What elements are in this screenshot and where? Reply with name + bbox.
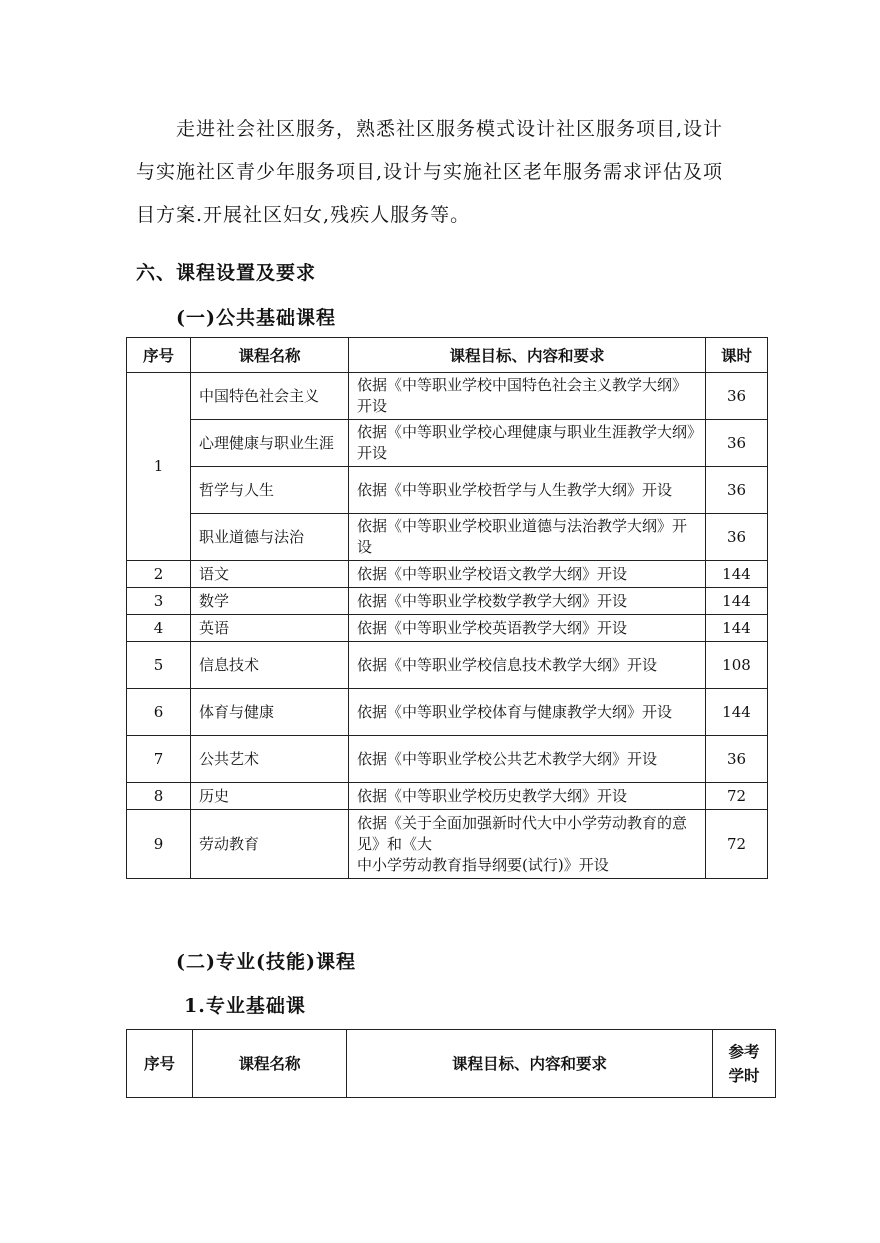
cell-desc-line-1: 依据《关于全面加强新时代大中小学劳动教育的意见》和《大	[357, 813, 688, 853]
professional-basic-heading: 1.专业基础课	[184, 995, 306, 1017]
cell-desc-line-2: 中小学劳动教育指导纲要(试行)》开设	[357, 855, 609, 874]
cell-name: 心理健康与职业生涯	[191, 420, 349, 467]
table-row	[127, 588, 768, 615]
intro-line-3: 目方案.开展社区妇女,残疾人服务等。	[136, 204, 471, 226]
public-courses-heading: (一)公共基础课程	[176, 307, 336, 329]
cell-name: 劳动教育	[191, 810, 349, 879]
table-row	[127, 810, 768, 879]
cell-desc: 依据《中等职业学校语文教学大纲》开设	[349, 561, 706, 588]
professional-courses-heading: (二)专业(技能)课程	[176, 951, 356, 973]
cell-desc: 依据《中等职业学校数学教学大纲》开设	[349, 588, 706, 615]
professional-courses-table	[126, 1029, 776, 1098]
cell-no: 4	[127, 615, 191, 642]
cell-desc: 依据《中等职业学校历史教学大纲》开设	[349, 783, 706, 810]
table-header-row	[127, 1030, 776, 1098]
cell-name: 信息技术	[191, 642, 349, 689]
table-row	[127, 561, 768, 588]
header-name: 课程名称	[193, 1030, 347, 1098]
cell-desc: 依据《中等职业学校英语教学大纲》开设	[349, 615, 706, 642]
cell-desc: 依据《中等职业学校中国特色社会主义教学大纲》开设	[349, 373, 706, 420]
cell-no: 7	[127, 736, 191, 783]
cell-desc: 依据《中等职业学校哲学与人生教学大纲》开设	[349, 467, 706, 514]
header-hours	[713, 1030, 776, 1098]
table-row	[127, 420, 768, 467]
header-desc: 课程目标、内容和要求	[349, 338, 706, 373]
cell-desc: 依据《中等职业学校体育与健康教学大纲》开设	[349, 689, 706, 736]
cell-name: 中国特色社会主义	[191, 373, 349, 420]
table-row	[127, 689, 768, 736]
cell-desc: 依据《中等职业学校心理健康与职业生涯教学大纲》开设	[349, 420, 706, 467]
header-no: 序号	[127, 338, 191, 373]
section-heading: 六、课程设置及要求	[136, 262, 317, 284]
cell-hours: 144	[706, 561, 768, 588]
cell-hours: 72	[706, 783, 768, 810]
cell-name: 数学	[191, 588, 349, 615]
cell-name: 职业道德与法治	[191, 514, 349, 561]
cell-hours: 36	[706, 420, 768, 467]
cell-no: 1	[127, 373, 191, 561]
header-desc: 课程目标、内容和要求	[347, 1030, 713, 1098]
table-row	[127, 642, 768, 689]
cell-hours: 144	[706, 588, 768, 615]
table-row	[127, 615, 768, 642]
table-row	[127, 736, 768, 783]
cell-hours: 108	[706, 642, 768, 689]
cell-name: 历史	[191, 783, 349, 810]
cell-no: 2	[127, 561, 191, 588]
table-row	[127, 783, 768, 810]
cell-hours: 36	[706, 736, 768, 783]
cell-no: 8	[127, 783, 191, 810]
cell-no: 9	[127, 810, 191, 879]
table-row	[127, 373, 768, 420]
cell-desc: 依据《中等职业学校职业道德与法治教学大纲》开设	[349, 514, 706, 561]
cell-hours: 72	[706, 810, 768, 879]
cell-name: 英语	[191, 615, 349, 642]
table-header-row	[127, 338, 768, 373]
intro-line-1: 走进社会社区服务，熟悉社区服务模式设计社区服务项目,设计	[176, 118, 724, 140]
cell-no: 5	[127, 642, 191, 689]
cell-hours: 36	[706, 514, 768, 561]
header-hours-line-2: 学时	[728, 1065, 760, 1085]
header-hours: 课时	[706, 338, 768, 373]
cell-desc: 依据《中等职业学校公共艺术教学大纲》开设	[349, 736, 706, 783]
cell-name: 公共艺术	[191, 736, 349, 783]
table-row	[127, 467, 768, 514]
cell-hours: 144	[706, 615, 768, 642]
cell-desc: 依据《中等职业学校信息技术教学大纲》开设	[349, 642, 706, 689]
header-hours-line-1: 参考	[728, 1041, 760, 1061]
cell-hours: 36	[706, 373, 768, 420]
cell-name: 语文	[191, 561, 349, 588]
cell-name: 体育与健康	[191, 689, 349, 736]
public-courses-table	[126, 337, 768, 879]
cell-no: 6	[127, 689, 191, 736]
intro-line-2: 与实施社区青少年服务项目,设计与实施社区老年服务需求评估及项	[136, 161, 724, 183]
cell-hours: 144	[706, 689, 768, 736]
cell-no: 3	[127, 588, 191, 615]
cell-desc	[349, 810, 706, 879]
table-row	[127, 514, 768, 561]
cell-name: 哲学与人生	[191, 467, 349, 514]
intro-paragraph	[136, 108, 776, 237]
header-no: 序号	[127, 1030, 193, 1098]
header-name: 课程名称	[191, 338, 349, 373]
cell-hours: 36	[706, 467, 768, 514]
